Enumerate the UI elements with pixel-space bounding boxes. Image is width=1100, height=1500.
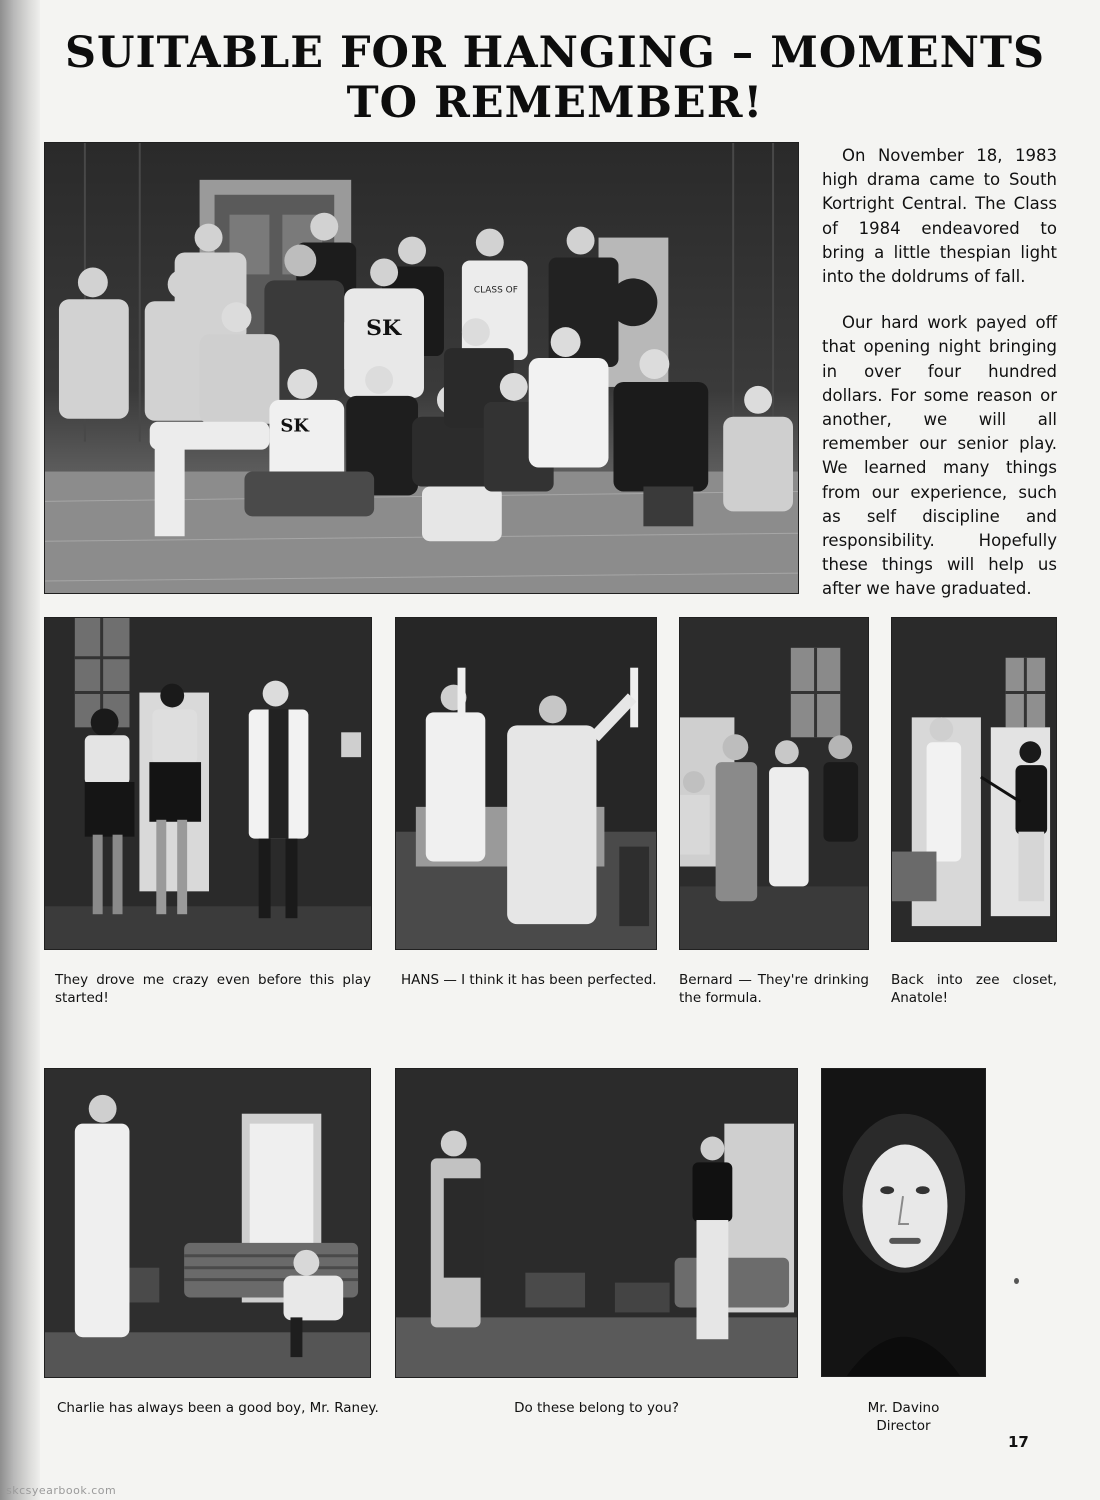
scene-photo-hans — [395, 617, 657, 950]
group-photo — [44, 142, 799, 594]
sweater-letters-1: SK — [366, 315, 402, 342]
jersey-text: CLASS OF — [473, 285, 518, 296]
scene-photo-closet — [891, 617, 1057, 942]
director-name: Mr. Davino — [867, 1400, 940, 1416]
intro-text — [822, 144, 1057, 624]
caption-belong: Do these belong to you? — [514, 1400, 679, 1416]
scene-photo-bernard — [679, 617, 869, 950]
scene-photo-belong — [395, 1068, 798, 1378]
intro-paragraph-2: Our hard work payed off that opening night bringing in over four hundred dollars. For some reason or another, we will all remember our senior play. We learned many things from our experience, such as self discipline and responsibility. Hopefully these things will help us after we have graduated. — [822, 313, 1057, 599]
caption-charlie: Charlie has always been a good boy, Mr. Raney. — [57, 1400, 379, 1416]
caption-hans: HANS — I think it has been perfected. — [401, 972, 657, 988]
page-binding-shadow — [0, 0, 40, 1500]
director-portrait — [821, 1068, 986, 1377]
caption-director — [821, 1399, 986, 1435]
caption-closet: Back into zee closet, Anatole! — [891, 972, 1057, 1006]
director-role: Director — [876, 1418, 931, 1434]
sweater-letters-2: SK — [280, 415, 309, 437]
page-title: SUITABLE FOR HANGING – MOMENTS TO REMEMBER! — [64, 28, 1046, 128]
watermark: skcsyearbook.com — [6, 1484, 117, 1497]
intro-paragraph-1: On November 18, 1983 high drama came to South Kortright Central. The Class of 1984 endeavored to bring a little thespian light into the doldrums of fall. — [822, 146, 1057, 287]
paper-speck — [1014, 1278, 1019, 1284]
scene-photo-crazy — [44, 617, 372, 950]
scene-photo-charlie — [44, 1068, 371, 1378]
page-number: 17 — [1008, 1433, 1029, 1451]
caption-bernard: Bernard — They're drinking the formula. — [679, 972, 869, 1006]
caption-crazy: They drove me crazy even before this play started! — [55, 972, 371, 1006]
